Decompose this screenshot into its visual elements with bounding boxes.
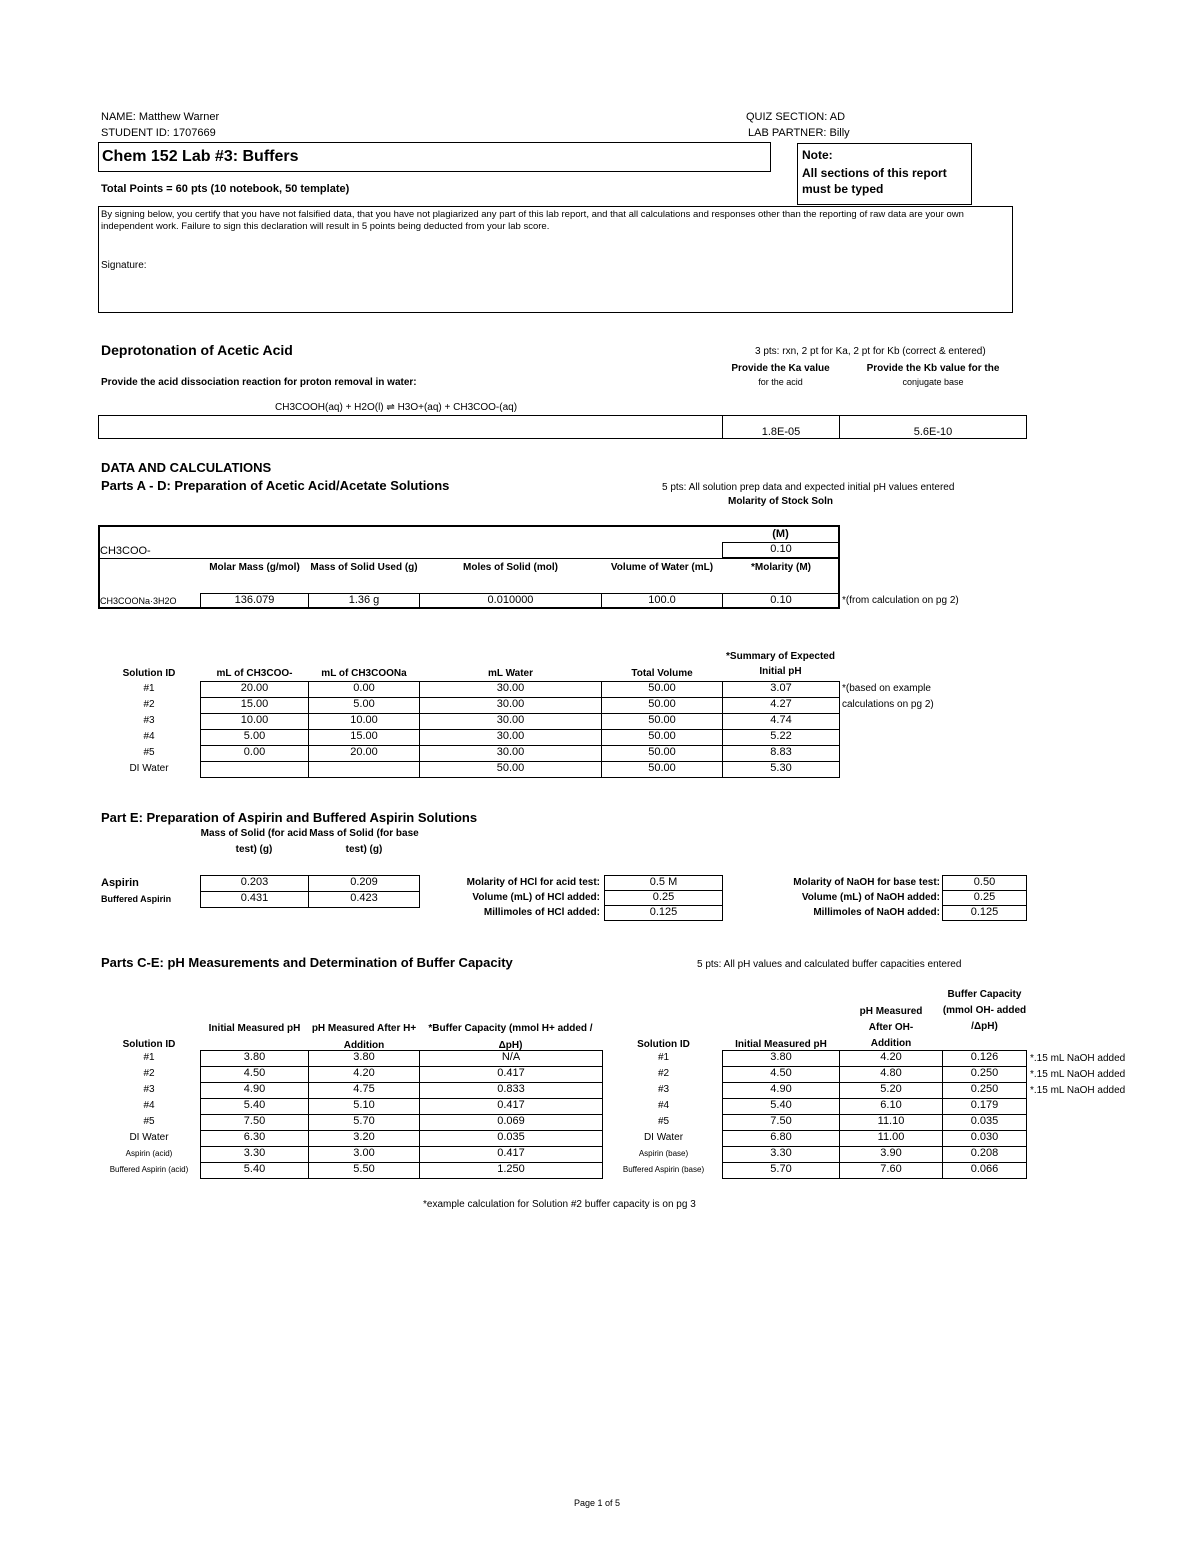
acid-cell: 4.50 [200, 1066, 309, 1083]
base-header: Buffer Capacity (mmol OH- added /ΔpH) [942, 989, 1027, 1032]
solution-cell: 30.00 [419, 713, 602, 730]
salt-row-value: 0.10 [722, 593, 840, 608]
hcl-value: 0.25 [604, 890, 723, 906]
acid-solution-id: Aspirin (acid) [125, 1149, 173, 1158]
base-cell: 5.20 [839, 1082, 943, 1099]
acid-cell: 0.417 [419, 1066, 603, 1083]
kb-value: 5.6E-10 [839, 415, 1027, 439]
naoh-value: 0.125 [942, 905, 1027, 921]
solution-cell: 5.00 [308, 697, 420, 714]
solution-cell: 3.07 [722, 681, 840, 698]
sol-note-line1: *(based on example [842, 683, 931, 694]
base-solution-id: #5 [657, 1116, 670, 1127]
solution-cell: 30.00 [419, 697, 602, 714]
solution-cell: 50.00 [419, 761, 602, 778]
aspirin-label: Buffered Aspirin [101, 894, 172, 904]
naoh-added-note: *.15 mL NaOH added [1030, 1085, 1126, 1096]
salt-col-header: *Molarity (M) [751, 562, 811, 573]
base-cell: 4.80 [839, 1066, 943, 1083]
base-cell: 0.030 [942, 1130, 1027, 1147]
aspirin-acid-mass: 0.431 [200, 891, 309, 908]
base-cell: 0.208 [942, 1146, 1027, 1163]
statement-box [98, 206, 1013, 313]
acid-cell: 4.75 [308, 1082, 420, 1099]
naoh-value: 0.25 [942, 890, 1027, 906]
solution-cell: 5.30 [722, 761, 840, 778]
note-label: Note: [802, 148, 833, 162]
reaction-equation: CH3COOH(aq) + H2O(l) ⇌ H3O+(aq) + CH3COO-(aq) [275, 402, 518, 413]
sol-header: Total Volume [631, 668, 693, 679]
solution-id: #2 [143, 699, 155, 710]
salt-note: *(from calculation on pg 2) [842, 595, 959, 606]
naoh-added-note: *.15 mL NaOH added [1030, 1053, 1126, 1064]
sol-header-id: Solution ID [122, 668, 176, 679]
base-cell: 0.250 [942, 1066, 1027, 1083]
solution-cell: 50.00 [601, 745, 723, 762]
base-solution-id: #3 [657, 1084, 670, 1095]
base-cell: 11.10 [839, 1114, 943, 1131]
sol-header: mL Water [487, 668, 533, 679]
acid-cell: 7.50 [200, 1114, 309, 1131]
solution-cell: 0.00 [200, 745, 309, 762]
salt-row-value: 0.010000 [419, 593, 602, 608]
base-cell: 3.30 [722, 1146, 840, 1163]
solution-cell: 4.74 [722, 713, 840, 730]
sol-header-ph: *Summary of Expected Initial pH [726, 651, 835, 677]
part-e-col2: Mass of Solid (for base test) (g) [309, 828, 419, 855]
total-points: Total Points = 60 pts (10 notebook, 50 template) [101, 183, 350, 195]
parts-ce-points: 5 pts: All pH values and calculated buffer capacities entered [697, 959, 962, 970]
salt-row-value: 1.36 g [308, 593, 420, 608]
acid-cell: 4.20 [308, 1066, 420, 1083]
solution-id: DI Water [129, 763, 169, 774]
kb-header-line2: conjugate base [902, 377, 964, 387]
page-number: Page 1 of 5 [574, 1498, 621, 1508]
solution-cell: 30.00 [419, 745, 602, 762]
base-solution-id: DI Water [643, 1132, 684, 1143]
solution-cell: 8.83 [722, 745, 840, 762]
aspirin-label: Aspirin [101, 877, 139, 889]
solution-id: #5 [143, 747, 155, 758]
solution-cell: 4.27 [722, 697, 840, 714]
base-cell: 4.90 [722, 1082, 840, 1099]
acid-cell: 0.417 [419, 1098, 603, 1115]
solution-cell: 50.00 [601, 697, 723, 714]
base-solution-id: #1 [657, 1052, 670, 1063]
acid-solution-id: DI Water [129, 1132, 169, 1143]
solution-cell: 20.00 [200, 681, 309, 698]
solution-cell: 15.00 [200, 697, 309, 714]
acid-header: *Buffer Capacity (mmol H+ added /ΔpH) [428, 1023, 593, 1051]
solution-cell: 50.00 [601, 729, 723, 746]
data-calc-heading: DATA AND CALCULATIONS [101, 460, 272, 475]
acid-solution-id: #5 [143, 1116, 155, 1127]
solution-cell: 20.00 [308, 745, 420, 762]
title-box [98, 142, 771, 172]
salt-col-header: Volume of Water (mL) [610, 562, 714, 573]
base-header: pH Measured After OH- Addition [859, 1006, 923, 1049]
base-cell: 4.50 [722, 1066, 840, 1083]
hcl-label: Molarity of HCl for acid test: [466, 877, 600, 888]
base-solution-id: Buffered Aspirin (base) [622, 1165, 705, 1174]
solution-id: #4 [143, 731, 155, 742]
solution-cell: 50.00 [601, 761, 723, 778]
acid-cell: 3.20 [308, 1130, 420, 1147]
salt-row-value: 136.079 [200, 593, 309, 608]
base-header-id: Solution ID [637, 1039, 690, 1050]
acid-header: Initial Measured pH [208, 1023, 301, 1034]
base-cell: 5.70 [722, 1162, 840, 1179]
reaction-box [98, 415, 723, 439]
ka-header-line1: Provide the Ka value [731, 363, 830, 374]
hcl-value: 0.5 M [604, 875, 723, 891]
salt-row-value: 100.0 [601, 593, 723, 608]
hcl-label: Millimoles of HCl added: [483, 907, 600, 918]
part-e-col1: Mass of Solid (for acid test) (g) [200, 828, 308, 855]
acid-cell: 6.30 [200, 1130, 309, 1147]
acid-solution-id: Buffered Aspirin (acid) [109, 1165, 189, 1174]
deprotonation-heading: Deprotonation of Acetic Acid [101, 342, 293, 358]
divider [98, 558, 840, 559]
solution-cell [200, 761, 309, 778]
acid-cell: 3.00 [308, 1146, 420, 1163]
base-cell: 0.066 [942, 1162, 1027, 1179]
solution-cell: 0.00 [308, 681, 420, 698]
note-text: All sections of this report must be typed [802, 166, 947, 196]
naoh-label: Millimoles of NaOH added: [813, 907, 940, 918]
note-box [797, 143, 972, 205]
kb-header-line1: Provide the Kb value for the [866, 363, 1000, 374]
aspirin-base-mass: 0.423 [308, 891, 420, 908]
ch3coo-label: CH3COO- [100, 545, 151, 557]
acid-cell: 0.069 [419, 1114, 603, 1131]
ka-header-line2: for the acid [758, 377, 803, 387]
acid-cell: 4.90 [200, 1082, 309, 1099]
solution-cell: 50.00 [601, 681, 723, 698]
solution-cell: 10.00 [308, 713, 420, 730]
solution-cell: 10.00 [200, 713, 309, 730]
parts-ad-points: 5 pts: All solution prep data and expected initial pH values entered [662, 482, 955, 493]
acid-cell: 0.833 [419, 1082, 603, 1099]
parts-ce-heading: Parts C-E: pH Measurements and Determination of Buffer Capacity [101, 955, 513, 970]
base-cell: 6.80 [722, 1130, 840, 1147]
base-cell: 0.126 [942, 1050, 1027, 1067]
aspirin-acid-mass: 0.203 [200, 875, 309, 892]
signature-label: Signature: [101, 260, 147, 271]
sol-header: mL of CH3COONa [321, 668, 407, 679]
acid-cell: 5.10 [308, 1098, 420, 1115]
acid-cell: 3.80 [200, 1050, 309, 1067]
acid-cell: N/A [419, 1050, 603, 1067]
student-id: STUDENT ID: 1707669 [101, 127, 216, 139]
acid-cell: 3.80 [308, 1050, 420, 1067]
base-header: Initial Measured pH [735, 1039, 827, 1050]
lab-partner: LAB PARTNER: Billy [748, 127, 850, 139]
reaction-prompt: Provide the acid dissociation reaction for proton removal in water: [101, 377, 417, 388]
base-cell: 3.90 [839, 1146, 943, 1163]
acid-cell: 1.250 [419, 1162, 603, 1179]
base-solution-id: #4 [657, 1100, 670, 1111]
sol-note-line2: calculations on pg 2) [842, 699, 934, 710]
base-cell: 4.20 [839, 1050, 943, 1067]
acid-cell: 5.50 [308, 1162, 420, 1179]
acid-cell: 0.035 [419, 1130, 603, 1147]
solution-cell: 30.00 [419, 729, 602, 746]
salt-col-header: Molar Mass (g/mol) [209, 562, 300, 573]
page-title: Chem 152 Lab #3: Buffers [102, 148, 299, 165]
sol-header: mL of CH3COO- [216, 668, 293, 679]
acid-header: pH Measured After H+ Addition [311, 1023, 417, 1051]
solution-id: #3 [143, 715, 155, 726]
base-cell: 0.179 [942, 1098, 1027, 1115]
acid-solution-id: #1 [143, 1052, 155, 1063]
molarity-stock-header: Molarity of Stock Soln [727, 496, 833, 507]
base-cell: 5.40 [722, 1098, 840, 1115]
solution-cell: 5.00 [200, 729, 309, 746]
acid-cell: 5.70 [308, 1114, 420, 1131]
honesty-statement: By signing below, you certify that you have not falsified data, that you have not plagiarized any part of this lab report, and that all calculations and responses other than the reporting of raw data are your own independent work. Failure to sign this declaration will result in 5 points being deducted from your lab score. [101, 209, 964, 232]
solution-id: #1 [143, 683, 155, 694]
base-cell: 11.00 [839, 1130, 943, 1147]
ka-value: 1.8E-05 [722, 415, 840, 439]
acid-header-id: Solution ID [122, 1039, 176, 1050]
solution-cell: 50.00 [601, 713, 723, 730]
molarity-unit: (M) [772, 528, 789, 540]
base-solution-id: Aspirin (base) [638, 1149, 689, 1158]
base-cell: 3.80 [722, 1050, 840, 1067]
quiz-section: QUIZ SECTION: AD [746, 111, 846, 123]
naoh-label: Volume (mL) of NaOH added: [801, 892, 940, 903]
solution-cell: 15.00 [308, 729, 420, 746]
acid-cell: 5.40 [200, 1098, 309, 1115]
acid-solution-id: #2 [143, 1068, 155, 1079]
acid-solution-id: #4 [143, 1100, 155, 1111]
capacity-footnote: *example calculation for Solution #2 buffer capacity is on pg 3 [423, 1199, 696, 1210]
naoh-label: Molarity of NaOH for base test: [793, 877, 940, 888]
base-cell: 0.035 [942, 1114, 1027, 1131]
base-cell: 0.250 [942, 1082, 1027, 1099]
salt-col-header: Mass of Solid Used (g) [310, 562, 418, 573]
base-cell: 7.60 [839, 1162, 943, 1179]
student-name: NAME: Matthew Warner [101, 111, 220, 123]
solution-cell: 5.22 [722, 729, 840, 746]
solution-cell [308, 761, 420, 778]
hcl-label: Volume (mL) of HCl added: [472, 892, 600, 903]
salt-row-label: CH3COONa·3H2O [100, 596, 177, 606]
acid-cell: 3.30 [200, 1146, 309, 1163]
part-e-heading: Part E: Preparation of Aspirin and Buffered Aspirin Solutions [101, 810, 478, 825]
acid-solution-id: #3 [143, 1084, 155, 1095]
acid-cell: 0.417 [419, 1146, 603, 1163]
aspirin-base-mass: 0.209 [308, 875, 420, 892]
base-cell: 6.10 [839, 1098, 943, 1115]
hcl-value: 0.125 [604, 905, 723, 921]
base-cell: 7.50 [722, 1114, 840, 1131]
base-solution-id: #2 [657, 1068, 670, 1079]
salt-col-header: Moles of Solid (mol) [463, 562, 558, 573]
naoh-value: 0.50 [942, 875, 1027, 891]
parts-ad-heading: Parts A - D: Preparation of Acetic Acid/Acetate Solutions [101, 478, 450, 493]
naoh-added-note: *.15 mL NaOH added [1030, 1069, 1126, 1080]
ch3coo-molarity: 0.10 [722, 542, 840, 558]
deprotonation-points: 3 pts: rxn, 2 pt for Ka, 2 pt for Kb (correct & entered) [755, 346, 986, 357]
acid-cell: 5.40 [200, 1162, 309, 1179]
solution-cell: 30.00 [419, 681, 602, 698]
